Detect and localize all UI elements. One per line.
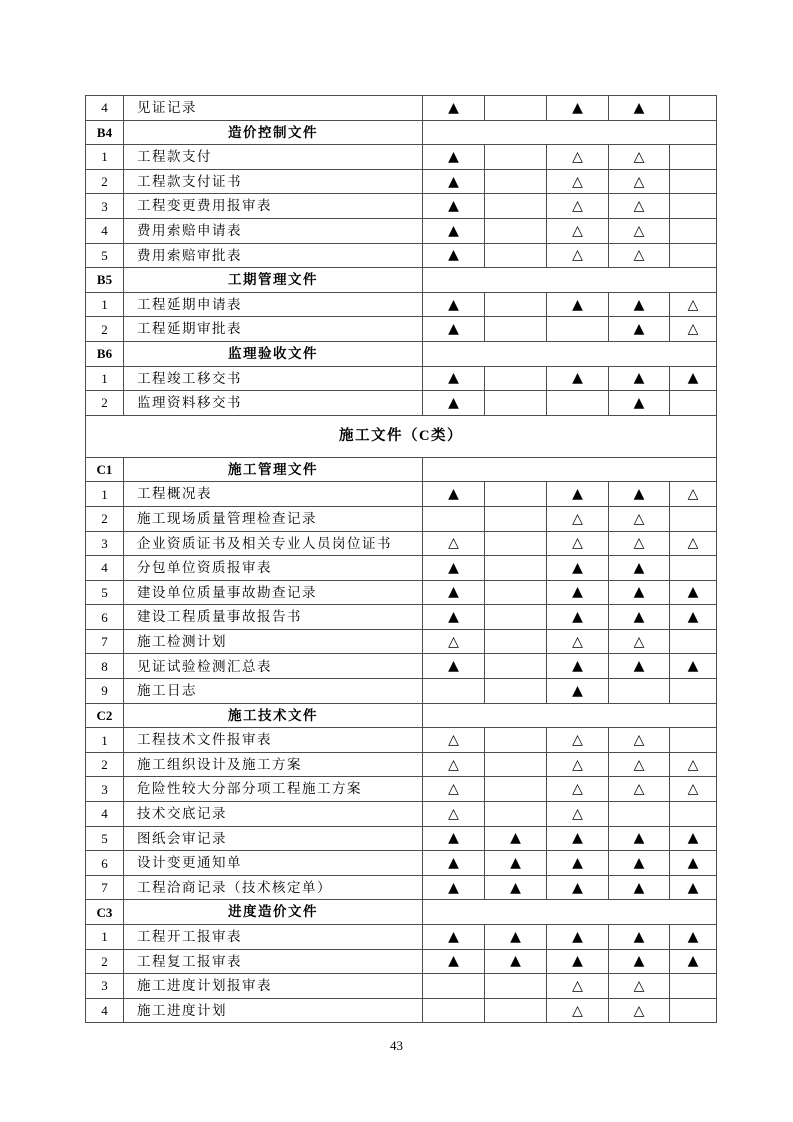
hollow-triangle-mark: △ xyxy=(423,752,485,777)
filled-triangle-mark: ▲ xyxy=(423,194,485,219)
row-number: 1 xyxy=(86,728,124,753)
hollow-triangle-mark: △ xyxy=(423,777,485,802)
filled-triangle-mark: ▲ xyxy=(609,482,670,507)
filled-triangle-mark: ▲ xyxy=(485,949,547,974)
document-name: 工程竣工移交书 xyxy=(124,366,423,391)
section-code: C2 xyxy=(86,703,124,728)
table-row xyxy=(86,145,717,170)
filled-triangle-mark: ▲ xyxy=(670,605,717,630)
hollow-triangle-mark: △ xyxy=(547,802,609,827)
row-number: 1 xyxy=(86,145,124,170)
empty-mark-cell xyxy=(485,317,547,342)
document-name: 施工组织设计及施工方案 xyxy=(124,752,423,777)
filled-triangle-mark: ▲ xyxy=(423,654,485,679)
table-row xyxy=(86,728,717,753)
hollow-triangle-mark: △ xyxy=(609,145,670,170)
hollow-triangle-mark: △ xyxy=(670,292,717,317)
document-name: 监理资料移交书 xyxy=(124,391,423,416)
empty-mark-cell xyxy=(485,391,547,416)
hollow-triangle-mark: △ xyxy=(423,802,485,827)
empty-mark-cell xyxy=(485,728,547,753)
section-title: 造价控制文件 xyxy=(124,120,423,145)
empty-mark-cell xyxy=(609,802,670,827)
section-header-row xyxy=(86,457,717,482)
empty-mark-cell xyxy=(485,580,547,605)
hollow-triangle-mark: △ xyxy=(609,974,670,999)
empty-mark-cell xyxy=(423,679,485,704)
section-empty-span xyxy=(423,703,717,728)
empty-mark-cell xyxy=(670,974,717,999)
filled-triangle-mark: ▲ xyxy=(609,654,670,679)
filled-triangle-mark: ▲ xyxy=(547,580,609,605)
filled-triangle-mark: ▲ xyxy=(670,925,717,950)
filled-triangle-mark: ▲ xyxy=(547,366,609,391)
document-name: 工程洽商记录（技术核定单） xyxy=(124,875,423,900)
row-number: 6 xyxy=(86,605,124,630)
section-header-row xyxy=(86,341,717,366)
empty-mark-cell xyxy=(670,96,717,121)
document-name: 费用索赔申请表 xyxy=(124,218,423,243)
filled-triangle-mark: ▲ xyxy=(423,145,485,170)
table-row xyxy=(86,605,717,630)
document-name: 工程复工报审表 xyxy=(124,949,423,974)
document-name: 工程款支付 xyxy=(124,145,423,170)
document-table xyxy=(85,95,717,1023)
section-code: C1 xyxy=(86,457,124,482)
document-name: 工程开工报审表 xyxy=(124,925,423,950)
row-number: 7 xyxy=(86,629,124,654)
hollow-triangle-mark: △ xyxy=(547,218,609,243)
row-number: 8 xyxy=(86,654,124,679)
table-row xyxy=(86,802,717,827)
table-row xyxy=(86,752,717,777)
row-number: 1 xyxy=(86,482,124,507)
empty-mark-cell xyxy=(485,605,547,630)
empty-mark-cell xyxy=(485,974,547,999)
table-row xyxy=(86,851,717,876)
table-row xyxy=(86,194,717,219)
row-number: 2 xyxy=(86,317,124,342)
table-row xyxy=(86,482,717,507)
hollow-triangle-mark: △ xyxy=(609,218,670,243)
empty-mark-cell xyxy=(670,802,717,827)
filled-triangle-mark: ▲ xyxy=(670,875,717,900)
empty-mark-cell xyxy=(670,998,717,1023)
empty-mark-cell xyxy=(670,169,717,194)
section-empty-span xyxy=(423,341,717,366)
empty-mark-cell xyxy=(485,96,547,121)
hollow-triangle-mark: △ xyxy=(547,629,609,654)
hollow-triangle-mark: △ xyxy=(423,629,485,654)
document-name: 分包单位资质报审表 xyxy=(124,556,423,581)
filled-triangle-mark: ▲ xyxy=(609,580,670,605)
filled-triangle-mark: ▲ xyxy=(547,654,609,679)
section-title: 工期管理文件 xyxy=(124,268,423,293)
filled-triangle-mark: ▲ xyxy=(547,851,609,876)
filled-triangle-mark: ▲ xyxy=(485,925,547,950)
filled-triangle-mark: ▲ xyxy=(609,391,670,416)
empty-mark-cell xyxy=(423,974,485,999)
filled-triangle-mark: ▲ xyxy=(609,96,670,121)
table-row xyxy=(86,169,717,194)
table-row xyxy=(86,96,717,121)
category-divider-row xyxy=(86,415,717,457)
section-header-row xyxy=(86,703,717,728)
filled-triangle-mark: ▲ xyxy=(670,826,717,851)
row-number: 5 xyxy=(86,243,124,268)
document-name: 工程款支付证书 xyxy=(124,169,423,194)
table-row xyxy=(86,629,717,654)
hollow-triangle-mark: △ xyxy=(609,194,670,219)
section-title: 施工技术文件 xyxy=(124,703,423,728)
table-row xyxy=(86,243,717,268)
table-body xyxy=(86,96,717,1023)
empty-mark-cell xyxy=(485,292,547,317)
empty-mark-cell xyxy=(670,243,717,268)
hollow-triangle-mark: △ xyxy=(609,506,670,531)
row-number: 2 xyxy=(86,391,124,416)
empty-mark-cell xyxy=(485,752,547,777)
hollow-triangle-mark: △ xyxy=(609,777,670,802)
document-name: 施工现场质量管理检查记录 xyxy=(124,506,423,531)
hollow-triangle-mark: △ xyxy=(547,243,609,268)
hollow-triangle-mark: △ xyxy=(547,777,609,802)
hollow-triangle-mark: △ xyxy=(609,531,670,556)
empty-mark-cell xyxy=(485,679,547,704)
hollow-triangle-mark: △ xyxy=(423,531,485,556)
empty-mark-cell xyxy=(485,531,547,556)
filled-triangle-mark: ▲ xyxy=(547,679,609,704)
row-number: 4 xyxy=(86,556,124,581)
table-row xyxy=(86,317,717,342)
row-number: 1 xyxy=(86,366,124,391)
filled-triangle-mark: ▲ xyxy=(423,366,485,391)
row-number: 4 xyxy=(86,802,124,827)
hollow-triangle-mark: △ xyxy=(547,974,609,999)
empty-mark-cell xyxy=(485,777,547,802)
row-number: 4 xyxy=(86,218,124,243)
table-row xyxy=(86,654,717,679)
empty-mark-cell xyxy=(547,391,609,416)
empty-mark-cell xyxy=(485,654,547,679)
row-number: 6 xyxy=(86,851,124,876)
row-number: 4 xyxy=(86,998,124,1023)
filled-triangle-mark: ▲ xyxy=(609,925,670,950)
section-empty-span xyxy=(423,457,717,482)
row-number: 2 xyxy=(86,506,124,531)
empty-mark-cell xyxy=(670,218,717,243)
filled-triangle-mark: ▲ xyxy=(423,317,485,342)
empty-mark-cell xyxy=(485,366,547,391)
empty-mark-cell xyxy=(670,679,717,704)
hollow-triangle-mark: △ xyxy=(547,752,609,777)
hollow-triangle-mark: △ xyxy=(423,728,485,753)
filled-triangle-mark: ▲ xyxy=(485,826,547,851)
table-row xyxy=(86,925,717,950)
empty-mark-cell xyxy=(485,169,547,194)
filled-triangle-mark: ▲ xyxy=(547,556,609,581)
table-row xyxy=(86,949,717,974)
empty-mark-cell xyxy=(485,145,547,170)
filled-triangle-mark: ▲ xyxy=(670,654,717,679)
filled-triangle-mark: ▲ xyxy=(423,949,485,974)
table-row xyxy=(86,679,717,704)
document-name: 见证记录 xyxy=(124,96,423,121)
filled-triangle-mark: ▲ xyxy=(423,826,485,851)
empty-mark-cell xyxy=(485,802,547,827)
filled-triangle-mark: ▲ xyxy=(547,292,609,317)
row-number: 3 xyxy=(86,777,124,802)
filled-triangle-mark: ▲ xyxy=(423,851,485,876)
section-empty-span xyxy=(423,120,717,145)
document-name: 施工检测计划 xyxy=(124,629,423,654)
filled-triangle-mark: ▲ xyxy=(609,826,670,851)
document-name: 费用索赔审批表 xyxy=(124,243,423,268)
hollow-triangle-mark: △ xyxy=(547,194,609,219)
document-name: 图纸会审记录 xyxy=(124,826,423,851)
document-name: 危险性较大分部分项工程施工方案 xyxy=(124,777,423,802)
document-name: 技术交底记录 xyxy=(124,802,423,827)
empty-mark-cell xyxy=(485,243,547,268)
row-number: 5 xyxy=(86,826,124,851)
table-row xyxy=(86,777,717,802)
section-header-row xyxy=(86,268,717,293)
document-name: 工程变更费用报审表 xyxy=(124,194,423,219)
filled-triangle-mark: ▲ xyxy=(609,292,670,317)
row-number: 3 xyxy=(86,531,124,556)
section-code: C3 xyxy=(86,900,124,925)
table-row xyxy=(86,974,717,999)
page-number: 43 xyxy=(390,1038,403,1053)
section-empty-span xyxy=(423,900,717,925)
filled-triangle-mark: ▲ xyxy=(547,949,609,974)
document-name: 建设单位质量事故勘查记录 xyxy=(124,580,423,605)
hollow-triangle-mark: △ xyxy=(609,243,670,268)
empty-mark-cell xyxy=(485,556,547,581)
empty-mark-cell xyxy=(670,506,717,531)
filled-triangle-mark: ▲ xyxy=(609,605,670,630)
section-code: B6 xyxy=(86,341,124,366)
document-name: 工程延期申请表 xyxy=(124,292,423,317)
table-row xyxy=(86,998,717,1023)
empty-mark-cell xyxy=(485,506,547,531)
category-title: 施工文件（C类） xyxy=(86,415,717,457)
hollow-triangle-mark: △ xyxy=(670,531,717,556)
hollow-triangle-mark: △ xyxy=(547,506,609,531)
empty-mark-cell xyxy=(547,317,609,342)
empty-mark-cell xyxy=(423,506,485,531)
filled-triangle-mark: ▲ xyxy=(670,851,717,876)
filled-triangle-mark: ▲ xyxy=(670,366,717,391)
document-name: 见证试验检测汇总表 xyxy=(124,654,423,679)
filled-triangle-mark: ▲ xyxy=(423,925,485,950)
filled-triangle-mark: ▲ xyxy=(423,580,485,605)
row-number: 3 xyxy=(86,194,124,219)
filled-triangle-mark: ▲ xyxy=(423,292,485,317)
table-row xyxy=(86,506,717,531)
table-row xyxy=(86,875,717,900)
filled-triangle-mark: ▲ xyxy=(547,925,609,950)
filled-triangle-mark: ▲ xyxy=(547,826,609,851)
filled-triangle-mark: ▲ xyxy=(609,851,670,876)
filled-triangle-mark: ▲ xyxy=(423,169,485,194)
document-name: 设计变更通知单 xyxy=(124,851,423,876)
hollow-triangle-mark: △ xyxy=(670,317,717,342)
section-title: 进度造价文件 xyxy=(124,900,423,925)
table-row xyxy=(86,366,717,391)
filled-triangle-mark: ▲ xyxy=(423,243,485,268)
empty-mark-cell xyxy=(670,556,717,581)
filled-triangle-mark: ▲ xyxy=(609,317,670,342)
empty-mark-cell xyxy=(485,629,547,654)
section-code: B4 xyxy=(86,120,124,145)
document-name: 工程延期审批表 xyxy=(124,317,423,342)
document-name: 建设工程质量事故报告书 xyxy=(124,605,423,630)
document-name: 工程技术文件报审表 xyxy=(124,728,423,753)
empty-mark-cell xyxy=(485,998,547,1023)
section-header-row xyxy=(86,120,717,145)
empty-mark-cell xyxy=(670,194,717,219)
empty-mark-cell xyxy=(670,629,717,654)
empty-mark-cell xyxy=(670,728,717,753)
section-title: 施工管理文件 xyxy=(124,457,423,482)
hollow-triangle-mark: △ xyxy=(670,482,717,507)
empty-mark-cell xyxy=(670,145,717,170)
filled-triangle-mark: ▲ xyxy=(547,482,609,507)
filled-triangle-mark: ▲ xyxy=(485,875,547,900)
filled-triangle-mark: ▲ xyxy=(423,391,485,416)
filled-triangle-mark: ▲ xyxy=(423,218,485,243)
table-row xyxy=(86,580,717,605)
hollow-triangle-mark: △ xyxy=(547,531,609,556)
hollow-triangle-mark: △ xyxy=(670,777,717,802)
row-number: 2 xyxy=(86,949,124,974)
row-number: 1 xyxy=(86,292,124,317)
filled-triangle-mark: ▲ xyxy=(423,605,485,630)
filled-triangle-mark: ▲ xyxy=(423,96,485,121)
empty-mark-cell xyxy=(609,679,670,704)
empty-mark-cell xyxy=(485,218,547,243)
row-number: 7 xyxy=(86,875,124,900)
row-number: 2 xyxy=(86,169,124,194)
document-name: 施工进度计划 xyxy=(124,998,423,1023)
empty-mark-cell xyxy=(670,391,717,416)
table-row xyxy=(86,826,717,851)
filled-triangle-mark: ▲ xyxy=(609,366,670,391)
row-number: 1 xyxy=(86,925,124,950)
filled-triangle-mark: ▲ xyxy=(609,875,670,900)
document-name: 施工日志 xyxy=(124,679,423,704)
table-row xyxy=(86,391,717,416)
hollow-triangle-mark: △ xyxy=(609,169,670,194)
filled-triangle-mark: ▲ xyxy=(670,580,717,605)
hollow-triangle-mark: △ xyxy=(609,752,670,777)
empty-mark-cell xyxy=(485,194,547,219)
hollow-triangle-mark: △ xyxy=(670,752,717,777)
row-number: 5 xyxy=(86,580,124,605)
filled-triangle-mark: ▲ xyxy=(609,949,670,974)
empty-mark-cell xyxy=(485,482,547,507)
hollow-triangle-mark: △ xyxy=(547,728,609,753)
hollow-triangle-mark: △ xyxy=(547,169,609,194)
filled-triangle-mark: ▲ xyxy=(485,851,547,876)
table-row xyxy=(86,556,717,581)
row-number: 4 xyxy=(86,96,124,121)
filled-triangle-mark: ▲ xyxy=(609,556,670,581)
document-name: 企业资质证书及相关专业人员岗位证书 xyxy=(124,531,423,556)
section-empty-span xyxy=(423,268,717,293)
filled-triangle-mark: ▲ xyxy=(547,605,609,630)
filled-triangle-mark: ▲ xyxy=(423,482,485,507)
row-number: 2 xyxy=(86,752,124,777)
filled-triangle-mark: ▲ xyxy=(423,556,485,581)
filled-triangle-mark: ▲ xyxy=(547,96,609,121)
filled-triangle-mark: ▲ xyxy=(423,875,485,900)
empty-mark-cell xyxy=(423,998,485,1023)
filled-triangle-mark: ▲ xyxy=(547,875,609,900)
hollow-triangle-mark: △ xyxy=(609,728,670,753)
table-row xyxy=(86,218,717,243)
document-name: 工程概况表 xyxy=(124,482,423,507)
table-row xyxy=(86,531,717,556)
hollow-triangle-mark: △ xyxy=(547,998,609,1023)
section-code: B5 xyxy=(86,268,124,293)
hollow-triangle-mark: △ xyxy=(609,629,670,654)
hollow-triangle-mark: △ xyxy=(547,145,609,170)
row-number: 3 xyxy=(86,974,124,999)
row-number: 9 xyxy=(86,679,124,704)
document-name: 施工进度计划报审表 xyxy=(124,974,423,999)
filled-triangle-mark: ▲ xyxy=(670,949,717,974)
section-title: 监理验收文件 xyxy=(124,341,423,366)
section-header-row xyxy=(86,900,717,925)
hollow-triangle-mark: △ xyxy=(609,998,670,1023)
table-row xyxy=(86,292,717,317)
